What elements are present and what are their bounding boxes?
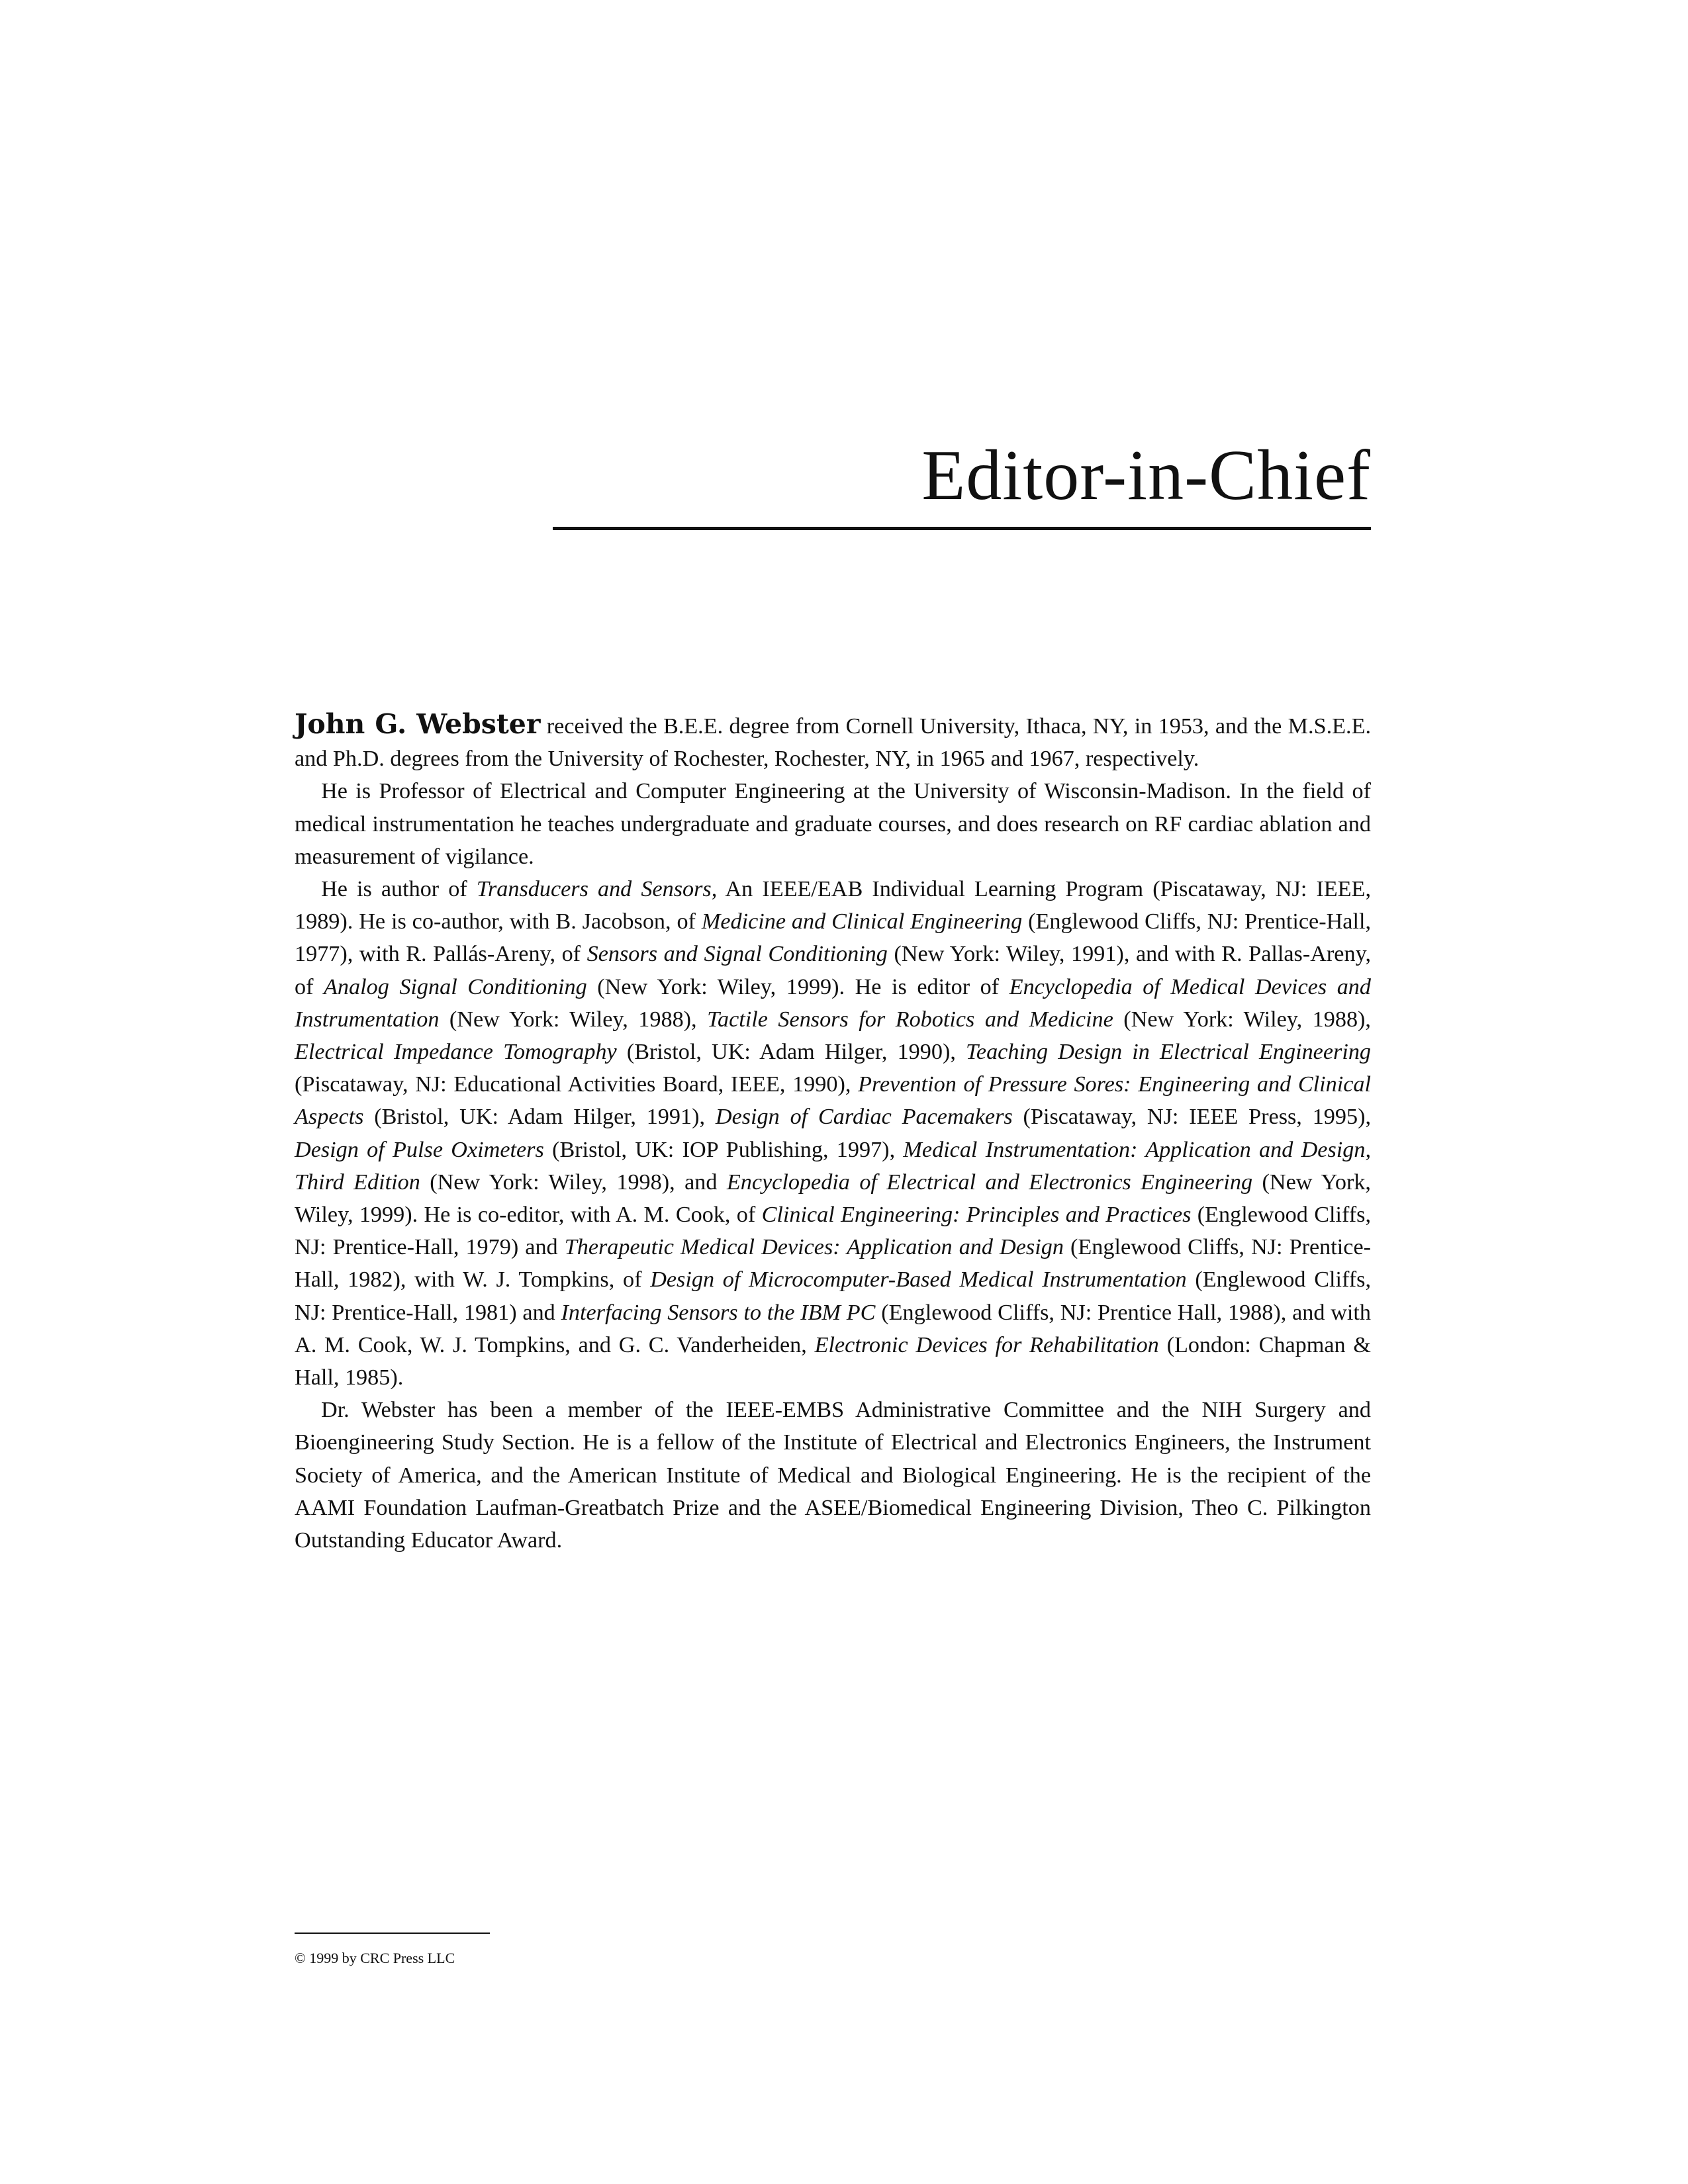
book-title: Electrical Impedance Tomography xyxy=(295,1040,617,1065)
text-run: (Englewood Cliffs, NJ: Prentice-Hall, 1979) and xyxy=(295,1203,1372,1260)
book-title: Therapeutic Medical Devices: Application and Design xyxy=(564,1235,1064,1260)
book-title: Design of Pulse Oximeters xyxy=(295,1137,544,1162)
text-run: (Englewood Cliffs, NJ: Prentice Hall, 1988), and with A. M. Cook, W. J. Tompkins, and G. C. Vanderheiden, xyxy=(295,1300,1371,1357)
text-run: (New York: Wiley, 1988), xyxy=(439,1007,708,1032)
book-title: Clinical Engineering: Principles and Practices xyxy=(761,1203,1192,1228)
bio-paragraph-2: He is Professor of Electrical and Computer Engineering at the University of Wisconsin-Madison. In the field of medical instrumentation he teaches undergraduate and graduate courses, and does research on RF cardiac ablation and measurement of vigilance. xyxy=(295,779,1371,869)
text-run: (New York, Wiley, 1999). He is co-editor, with A. M. Cook, of xyxy=(295,1169,1371,1228)
editor-name: John G. Webster xyxy=(295,708,541,740)
book-title: Tactile Sensors for Robotics and Medicine xyxy=(707,1007,1113,1032)
text-run: (New York: Wiley, 1999). He is editor of xyxy=(586,974,1009,999)
book-title: Medicine and Clinical Engineering xyxy=(701,909,1023,934)
text-run: (New York: Wiley, 1991), and with R. Pallas-Areny, of xyxy=(295,942,1371,999)
text-run: (Englewood Cliffs, NJ: Prentice-Hall, 1982), with W. J. Tompkins, of xyxy=(295,1235,1371,1293)
book-title: Design of Microcomputer-Based Medical Instrumentation xyxy=(650,1267,1187,1293)
text-run: (New York: Wiley, 1998), and xyxy=(420,1169,727,1195)
text-run: (Piscataway, NJ: IEEE Press, 1995), xyxy=(1012,1105,1371,1130)
book-title: Medical Instrumentation: Application and Design, Third Edition xyxy=(295,1137,1371,1195)
book-title: Encyclopedia of Medical Devices and Instrumentation xyxy=(295,974,1371,1032)
page-title: Editor-in-Chief xyxy=(921,436,1371,515)
text-run: (New York: Wiley, 1988), xyxy=(1113,1007,1371,1032)
text-run: (Bristol, UK: IOP Publishing, 1997), xyxy=(543,1137,904,1162)
bio-paragraph-4: Dr. Webster has been a member of the IEEE-EMBS Administrative Committee and the NIH Surgery and Bioengineering Study Section. He is a fellow of the Institute of Electrical and Electronics Engineers, the Instrument Society of America, and the American Institute of Medical and Biological Engineering. He is the recipient of the AAMI Foundation Laufman-Greatbatch Prize and the ASEE/Biomedical Engineering Division, Theo C. Pilkington Outstanding Educator Award. xyxy=(295,1398,1371,1553)
book-title: Analog Signal Conditioning xyxy=(324,974,587,999)
text-run: (Bristol, UK: Adam Hilger, 1991), xyxy=(363,1105,716,1130)
text-run: (Englewood Cliffs, NJ: Prentice-Hall, 1981) and xyxy=(295,1267,1372,1325)
footnote-rule xyxy=(295,1933,490,1934)
text-run: (London: Chapman & Hall, 1985). xyxy=(295,1332,1371,1390)
bio-paragraph-3 xyxy=(295,873,1371,1394)
text-run: (Piscataway, NJ: Educational Activities Board, IEEE, 1990), xyxy=(295,1072,859,1097)
copyright-notice: © 1999 by CRC Press LLC xyxy=(295,1950,455,1966)
text-run: He is author of xyxy=(321,877,477,902)
text-run: (Bristol, UK: Adam Hilger, 1990), xyxy=(616,1040,966,1065)
title-rule xyxy=(553,527,1371,530)
text-run: An IEEE/EAB Individual Learning Program (Piscataway, NJ: IEEE, 1989). He is co-author, with B. Jacobson, of xyxy=(295,877,1371,934)
bio-p1-text: received the B.E.E. degree from Cornell University, Ithaca, NY, in 1953, and the M.S.E.E. and Ph.D. degrees from the University of Rochester, Rochester, NY, in 1965 and 1967, respectively. xyxy=(295,714,1371,772)
book-title: Encyclopedia of Electrical and Electronics Engineering xyxy=(726,1169,1253,1195)
bio-paragraph-1 xyxy=(295,708,1371,775)
book-title: Teaching Design in Electrical Engineering xyxy=(966,1040,1372,1065)
book-title: Sensors and Signal Conditioning xyxy=(586,942,888,967)
text-run: (Englewood Cliffs, NJ: Prentice-Hall, 1977), with R. Pallás-Areny, of xyxy=(295,909,1371,967)
bio-text xyxy=(295,708,1371,1557)
book-title: Transducers and Sensors, xyxy=(476,877,718,902)
book-title: Design of Cardiac Pacemakers xyxy=(715,1105,1013,1130)
book-title: Prevention of Pressure Sores: Engineering and Clinical Aspects xyxy=(295,1072,1372,1130)
book-title: Interfacing Sensors to the IBM PC xyxy=(561,1300,876,1325)
book-title: Electronic Devices for Rehabilitation xyxy=(814,1332,1159,1357)
